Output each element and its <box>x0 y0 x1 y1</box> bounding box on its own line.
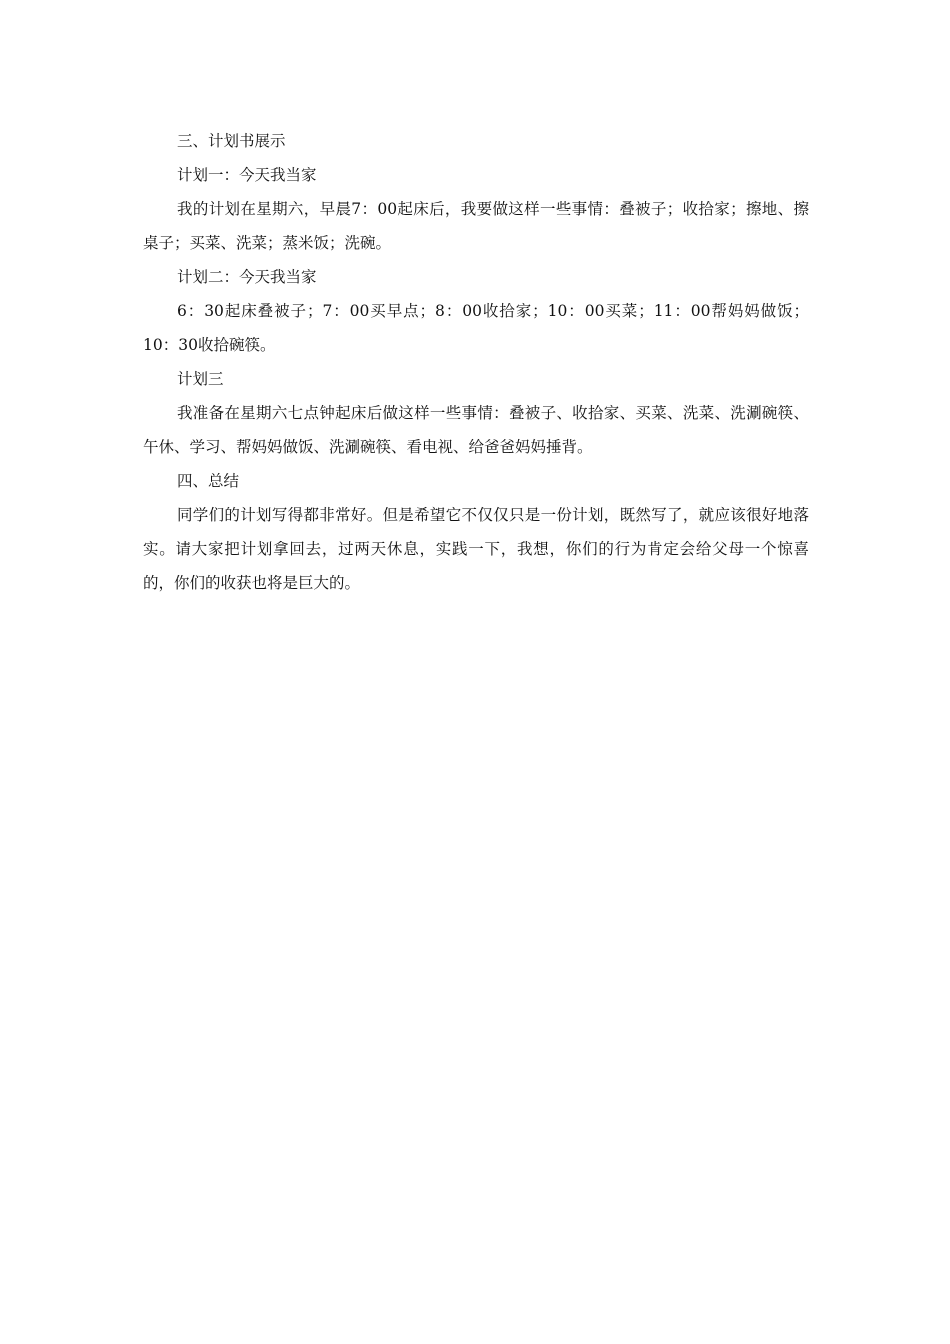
plan-one-body: 我的计划在星期六，早晨7：00起床后，我要做这样一些事情：叠被子；收拾家；擦地、擦桌子；买菜、洗菜；蒸米饭；洗碗。 <box>143 200 809 252</box>
section-heading-summary: 四、总结 <box>177 472 240 490</box>
plan-three-body: 我准备在星期六七点钟起床后做这样一些事情：叠被子、收拾家、买菜、洗菜、洗涮碗筷、午休、学习、帮妈妈做饭、洗涮碗筷、看电视、给爸爸妈妈捶背。 <box>143 404 809 456</box>
section-heading-plan-showcase: 三、计划书展示 <box>177 132 286 150</box>
plan-one-title: 计划一：今天我当家 <box>177 166 317 184</box>
plan-two-title: 计划二：今天我当家 <box>177 268 317 286</box>
plan-three-title: 计划三 <box>177 370 224 388</box>
document-content <box>143 124 809 600</box>
plan-two-body: 6：30起床叠被子；7：00买早点；8：00收拾家；10：00买菜；11：00帮妈妈做饭；10：30收拾碗筷。 <box>143 302 809 354</box>
summary-body: 同学们的计划写得都非常好。但是希望它不仅仅只是一份计划，既然写了，就应该很好地落实。请大家把计划拿回去，过两天休息，实践一下，我想，你们的行为肯定会给父母一个惊喜的，你们的收获也将是巨大的。 <box>143 506 809 592</box>
